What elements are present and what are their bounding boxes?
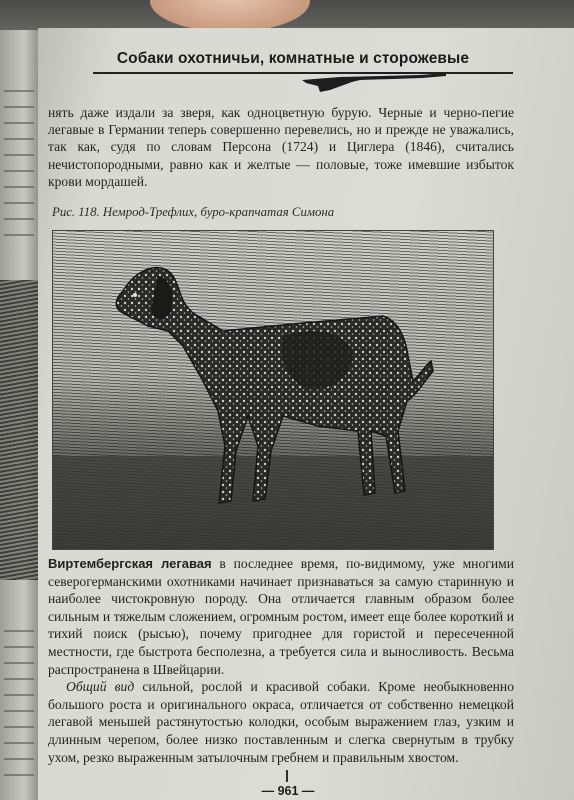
paragraph-bottom (48, 555, 514, 766)
paragraph-bottom-text-2: сильной, рослой и красивой собаки. Кроме необыкновенно большого роста и оригинального окраса, отличается от собственно немецкой легавой меньшей растянутостью колодки, особым выражением глаз, узким и длинным черепом, более низко поставленным и слегка свернутым в трубку ухом, резко выраженным затылочным гребнем и правильным хвостом. (48, 679, 514, 765)
rifle-icon (300, 66, 450, 94)
paragraph-top: нять даже издали за зверя, как одноцветную бурую. Черные и черно-пегие легавые в Германии теперь совершенно перевелись, но и прежде не уважались, так как, судя по словам Персона (1724) и Циглера (1846), считались нечистопородными, равно как и желтые — половые, тоже имевшие избыток крови мордашей. (48, 105, 514, 189)
dog-engraving (53, 231, 493, 549)
dog-illustration (52, 230, 494, 550)
paragraph-bottom-text-1: в последнее время, по-видимому, уже многими северогерманскими охотниками начинает признаваться за самую старинную и наиболее чистокровную породу. Она отличается главным образом более сильным и тяжелым сложением, огромным ростом, имеет еще более короткий и тихий поиск (рысью), почему пригоднее для гористой и пересеченной местности, где быстрота бесполезна, а требуется сила и выносливость. Весьма распространена в Швейцарии. (48, 556, 514, 677)
left-page-text-fragment-bottom (4, 630, 34, 790)
left-page-illustration-fragment (0, 280, 38, 580)
figure-caption: Рис. 118. Немрод-Трефлих, буро-крапчатая Симона (52, 205, 335, 219)
term-general-view: Общий вид (66, 679, 135, 695)
left-page-text-fragment (4, 90, 34, 240)
book-page (38, 28, 574, 800)
left-facing-page (0, 30, 40, 800)
page-number: — 961 — (261, 784, 315, 798)
page-number-tick (286, 770, 288, 782)
term-wurttemberg-pointer: Виртембергская легавая (48, 556, 212, 571)
header-title: Собаки охотничьи, комнатные и сторожевые (116, 50, 470, 67)
